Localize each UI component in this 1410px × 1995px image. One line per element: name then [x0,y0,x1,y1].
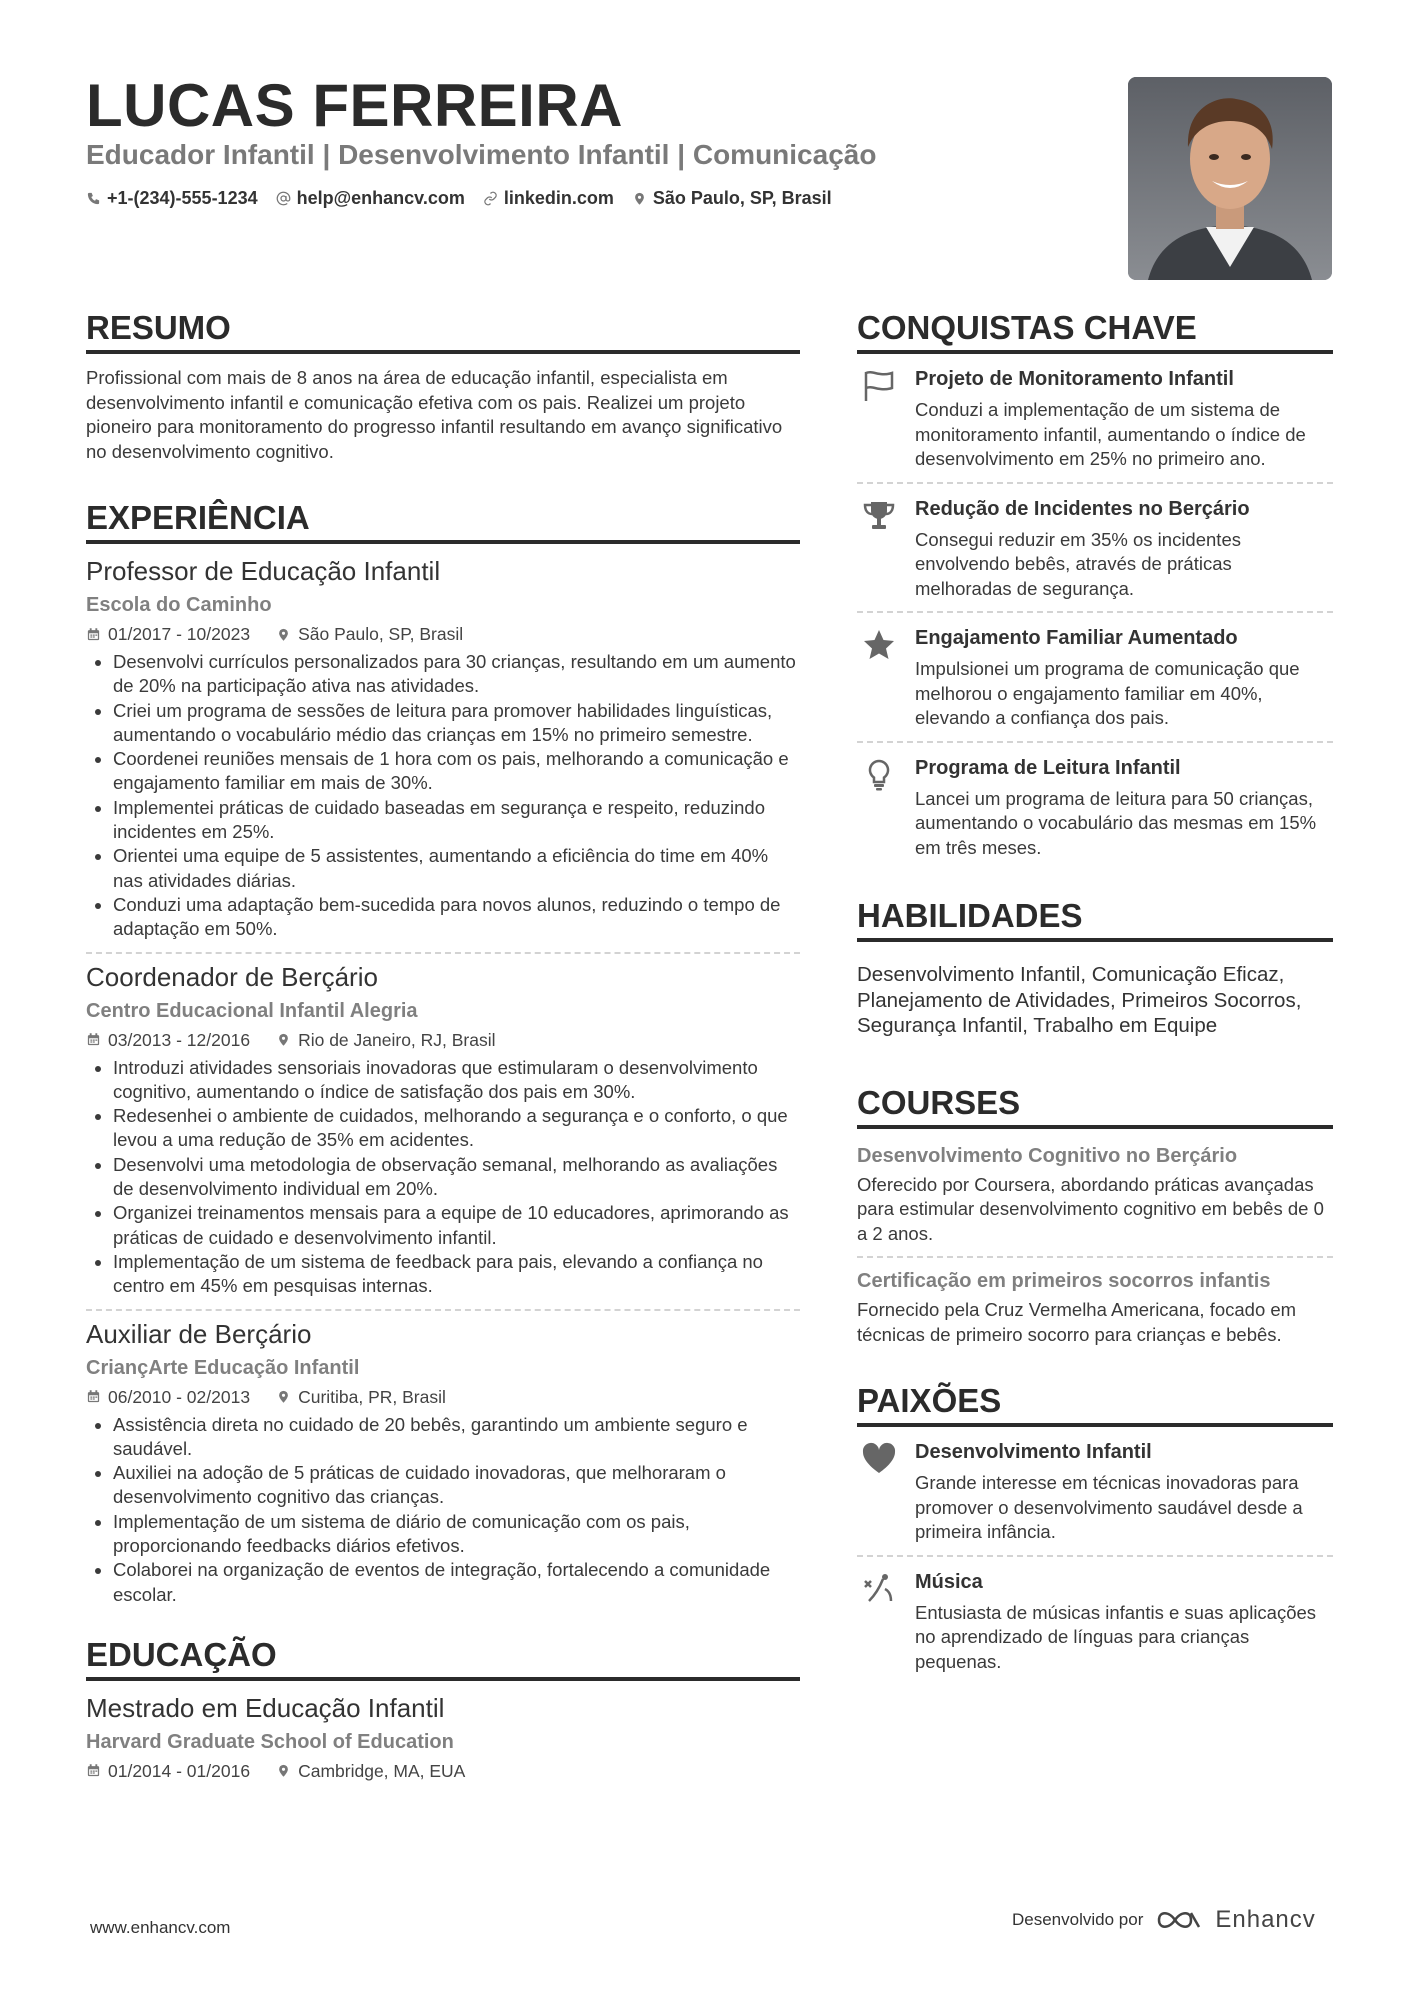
achievement-title: Programa de Leitura Infantil [915,756,1181,779]
contact-location [632,186,832,210]
section-title-resumo: RESUMO [86,308,800,354]
achievement-title: Redução de Incidentes no Berçário [915,497,1250,520]
summary-section [86,308,800,464]
job-entry [86,960,800,1299]
link-icon [483,191,498,206]
candidate-tagline: Educador Infantil | Desenvolvimento Infantil | Comunicação [86,139,877,170]
candidate-name: LUCAS FERREIRA [86,72,624,139]
degree: Mestrado em Educação Infantil [86,1692,445,1723]
job-dates: 03/2013 - 12/2016 [108,1029,251,1050]
section-title-conquistas: CONQUISTAS CHAVE [857,308,1333,354]
job-entry [86,1317,800,1607]
calendar-icon [86,627,101,642]
school: Harvard Graduate School of Education [86,1730,454,1753]
job-bullet: • Orientei uma equipe de 5 assistentes, aumentando a eficiência do time em 40% nas atividades diárias. [113,844,800,893]
flag-icon [861,368,897,404]
contact-linkedin[interactable] [483,186,614,210]
job-bullet: • Coordenei reuniões mensais de 1 hora com os pais, melhorando a comunicação e engajamento familiar em mais de 30%. [113,747,800,796]
email-text: help@enhancv.com [296,188,465,208]
job-bullet: • Desenvolvi currículos personalizados para 30 crianças, resultando em um aumento de 20% na participação ativa nas atividades. [113,650,800,699]
job-company: Centro Educacional Infantil Alegria [86,999,418,1022]
location-pin-icon [632,191,647,206]
trophy-icon [861,498,897,534]
course-desc: Fornecido pela Cruz Vermelha Americana, focado em técnicas de primeiro socorro para crianças e bebês. [857,1299,1297,1345]
music-icon [861,1571,897,1607]
powered-by-text: Desenvolvido por [1012,1910,1144,1929]
location-pin-icon [276,1763,291,1778]
passion-item [857,1427,1333,1555]
brand-name[interactable]: Enhancv [1215,1906,1316,1933]
job-bullet: • Conduzi uma adaptação bem-sucedida para novos alunos, reduzindo o tempo de adaptação em 50%. [113,893,800,942]
profile-photo [1128,77,1332,280]
job-bullet: • Organizei treinamentos mensais para a equipe de 10 educadores, aprimorando as práticas de cuidado e desenvolvimento infantil. [113,1201,800,1250]
achievement-item [857,484,1333,612]
calendar-icon [86,1763,101,1778]
courses-section [857,1083,1333,1348]
skills-text: Desenvolvimento Infantil, Comunicação Eficaz, Planejamento de Atividades, Primeiros Socorros, Segurança Infantil, Trabalho em Equipe [857,963,1302,1037]
at-icon [276,191,291,206]
education-location: Cambridge, MA, EUA [298,1760,466,1781]
passion-title: Desenvolvimento Infantil [915,1441,1152,1463]
experience-section [86,498,800,1607]
calendar-icon [86,1032,101,1047]
passion-item [857,1557,1333,1685]
contact-email[interactable] [276,186,465,210]
achievement-desc: Impulsionei um programa de comunicação que melhorou o engajamento familiar em 40%, elevando a confiança dos pais. [915,658,1300,728]
education-dates: 01/2014 - 01/2016 [108,1760,251,1781]
job-bullet: • Implementei práticas de cuidado baseadas em segurança e respeito, reduzindo incidentes em 25%. [113,796,800,845]
achievement-desc: Lancei um programa de leitura para 50 crianças, aumentando o vocabulário das mesmas em 15% em três meses. [915,787,1317,858]
job-dates: 06/2010 - 02/2013 [108,1386,251,1407]
enhancv-logo-icon [1155,1907,1203,1933]
location-pin-icon [276,1389,291,1404]
location-pin-icon [276,627,291,642]
job-meta [86,1028,800,1052]
linkedin-text: linkedin.com [503,188,614,208]
course-desc: Oferecido por Coursera, abordando práticas avançadas para estimular desenvolvimento cognitivo em bebês de 0 a 2 anos. [857,1173,1324,1244]
passion-desc: Grande interesse em técnicas inovadoras para promover o desenvolvimento saudável desde a primeira infância. [915,1472,1303,1542]
summary-text: Profissional com mais de 8 anos na área de educação infantil, especialista em desenvolvimento infantil e comunicação efetiva com os pais. Realizei um projeto pioneiro para monitoramento do progresso infantil resultando em avanço significativo no desenvolvimento cognitivo. [86,367,783,462]
contact-bar [86,186,832,210]
divider [86,1309,800,1311]
passion-title: Música [915,1570,983,1593]
job-role: Coordenador de Berçário [86,961,378,992]
section-title-educacao: EDUCAÇÃO [86,1635,800,1681]
achievement-desc: Consegui reduzir em 35% os incidentes envolvendo bebês, através de práticas melhoradas de segurança. [915,528,1241,599]
education-section [86,1635,800,1783]
job-bullet: • Redesenhei o ambiente de cuidados, melhorando a segurança e o conforto, o que levou a uma redução de 35% em acidentes. [113,1104,800,1153]
job-bullet: • Implementação de um sistema de feedback para pais, elevando a confiança no centro em 45% em pesquisas internas. [113,1250,800,1299]
job-bullet: • Auxiliei na adoção de 5 práticas de cuidado inovadoras, que melhoraram o desenvolvimento cognitivo das crianças. [113,1461,800,1510]
job-location: São Paulo, SP, Brasil [298,624,464,644]
lightbulb-icon [861,757,897,793]
section-title-courses: COURSES [857,1083,1333,1129]
phone-icon [86,191,101,206]
achievement-item [857,743,1333,871]
job-bullet: • Introduzi atividades sensoriais inovadoras que estimularam o desenvolvimento cognitivo, aumentando o índice de satisfação dos pais em 30%. [113,1056,800,1105]
course-title: Certificação em primeiros socorros infantis [857,1270,1271,1292]
achievement-item [857,613,1333,741]
phone-text: +1-(234)-555-1234 [107,188,258,208]
section-title-paixoes: PAIXÕES [857,1381,1333,1427]
divider [857,1256,1333,1258]
footer-website[interactable]: www.enhancv.com [90,1918,231,1937]
course-title: Desenvolvimento Cognitivo no Berçário [857,1144,1238,1167]
job-bullets [86,650,800,942]
location-pin-icon [276,1032,291,1047]
job-role: Auxiliar de Berçário [86,1318,312,1349]
contact-phone[interactable] [86,186,258,210]
job-location: Rio de Janeiro, RJ, Brasil [298,1029,496,1050]
education-meta [86,1759,800,1783]
job-bullets [86,1056,800,1299]
job-bullets [86,1413,800,1607]
location-text: São Paulo, SP, Brasil [652,188,832,208]
section-title-experiencia: EXPERIÊNCIA [86,498,800,544]
right-column [857,308,1333,1718]
footer-branding [1012,1907,1316,1933]
job-location: Curitiba, PR, Brasil [298,1386,446,1407]
job-bullet: • Criei um programa de sessões de leitura para promover habilidades linguísticas, aumentando o vocabulário médio das crianças em 15% no primeiro semestre. [113,699,800,748]
job-bullet: • Assistência direta no cuidado de 20 bebês, garantindo um ambiente seguro e saudável. [113,1413,800,1462]
section-title-habilidades: HABILIDADES [857,896,1333,942]
job-dates: 01/2017 - 10/2023 [108,624,251,644]
job-role: Professor de Educação Infantil [86,556,441,586]
achievement-item [857,354,1333,482]
job-company: Escola do Caminho [86,594,272,616]
star-icon [861,627,897,663]
job-bullet: • Implementação de um sistema de diário de comunicação com os pais, proporcionando feedbacks diários efetivos. [113,1510,800,1559]
divider [86,952,800,954]
left-column [86,308,800,1817]
calendar-icon [86,1389,101,1404]
achievement-title: Engajamento Familiar Aumentado [915,627,1238,649]
passion-desc: Entusiasta de músicas infantis e suas aplicações no aprendizado de línguas para crianças pequenas. [915,1601,1317,1672]
job-company: CriançArte Educação Infantil [86,1356,360,1379]
achievement-desc: Conduzi a implementação de um sistema de monitoramento infantil, aumentando o índice de desenvolvimento em 25% no primeiro ano. [915,399,1306,469]
achievement-title: Projeto de Monitoramento Infantil [915,368,1234,390]
heart-icon [861,1441,897,1477]
job-meta [86,1385,800,1409]
skills-section [857,896,1333,1039]
achievements-section [857,308,1333,870]
job-bullet: • Desenvolvi uma metodologia de observação semanal, melhorando as avaliações de desenvolvimento individual em 20%. [113,1153,800,1202]
job-bullet: • Colaborei na organização de eventos de integração, fortalecendo a comunidade escolar. [113,1558,800,1607]
job-meta [86,622,800,646]
job-entry [86,554,800,942]
passions-section [857,1381,1333,1684]
